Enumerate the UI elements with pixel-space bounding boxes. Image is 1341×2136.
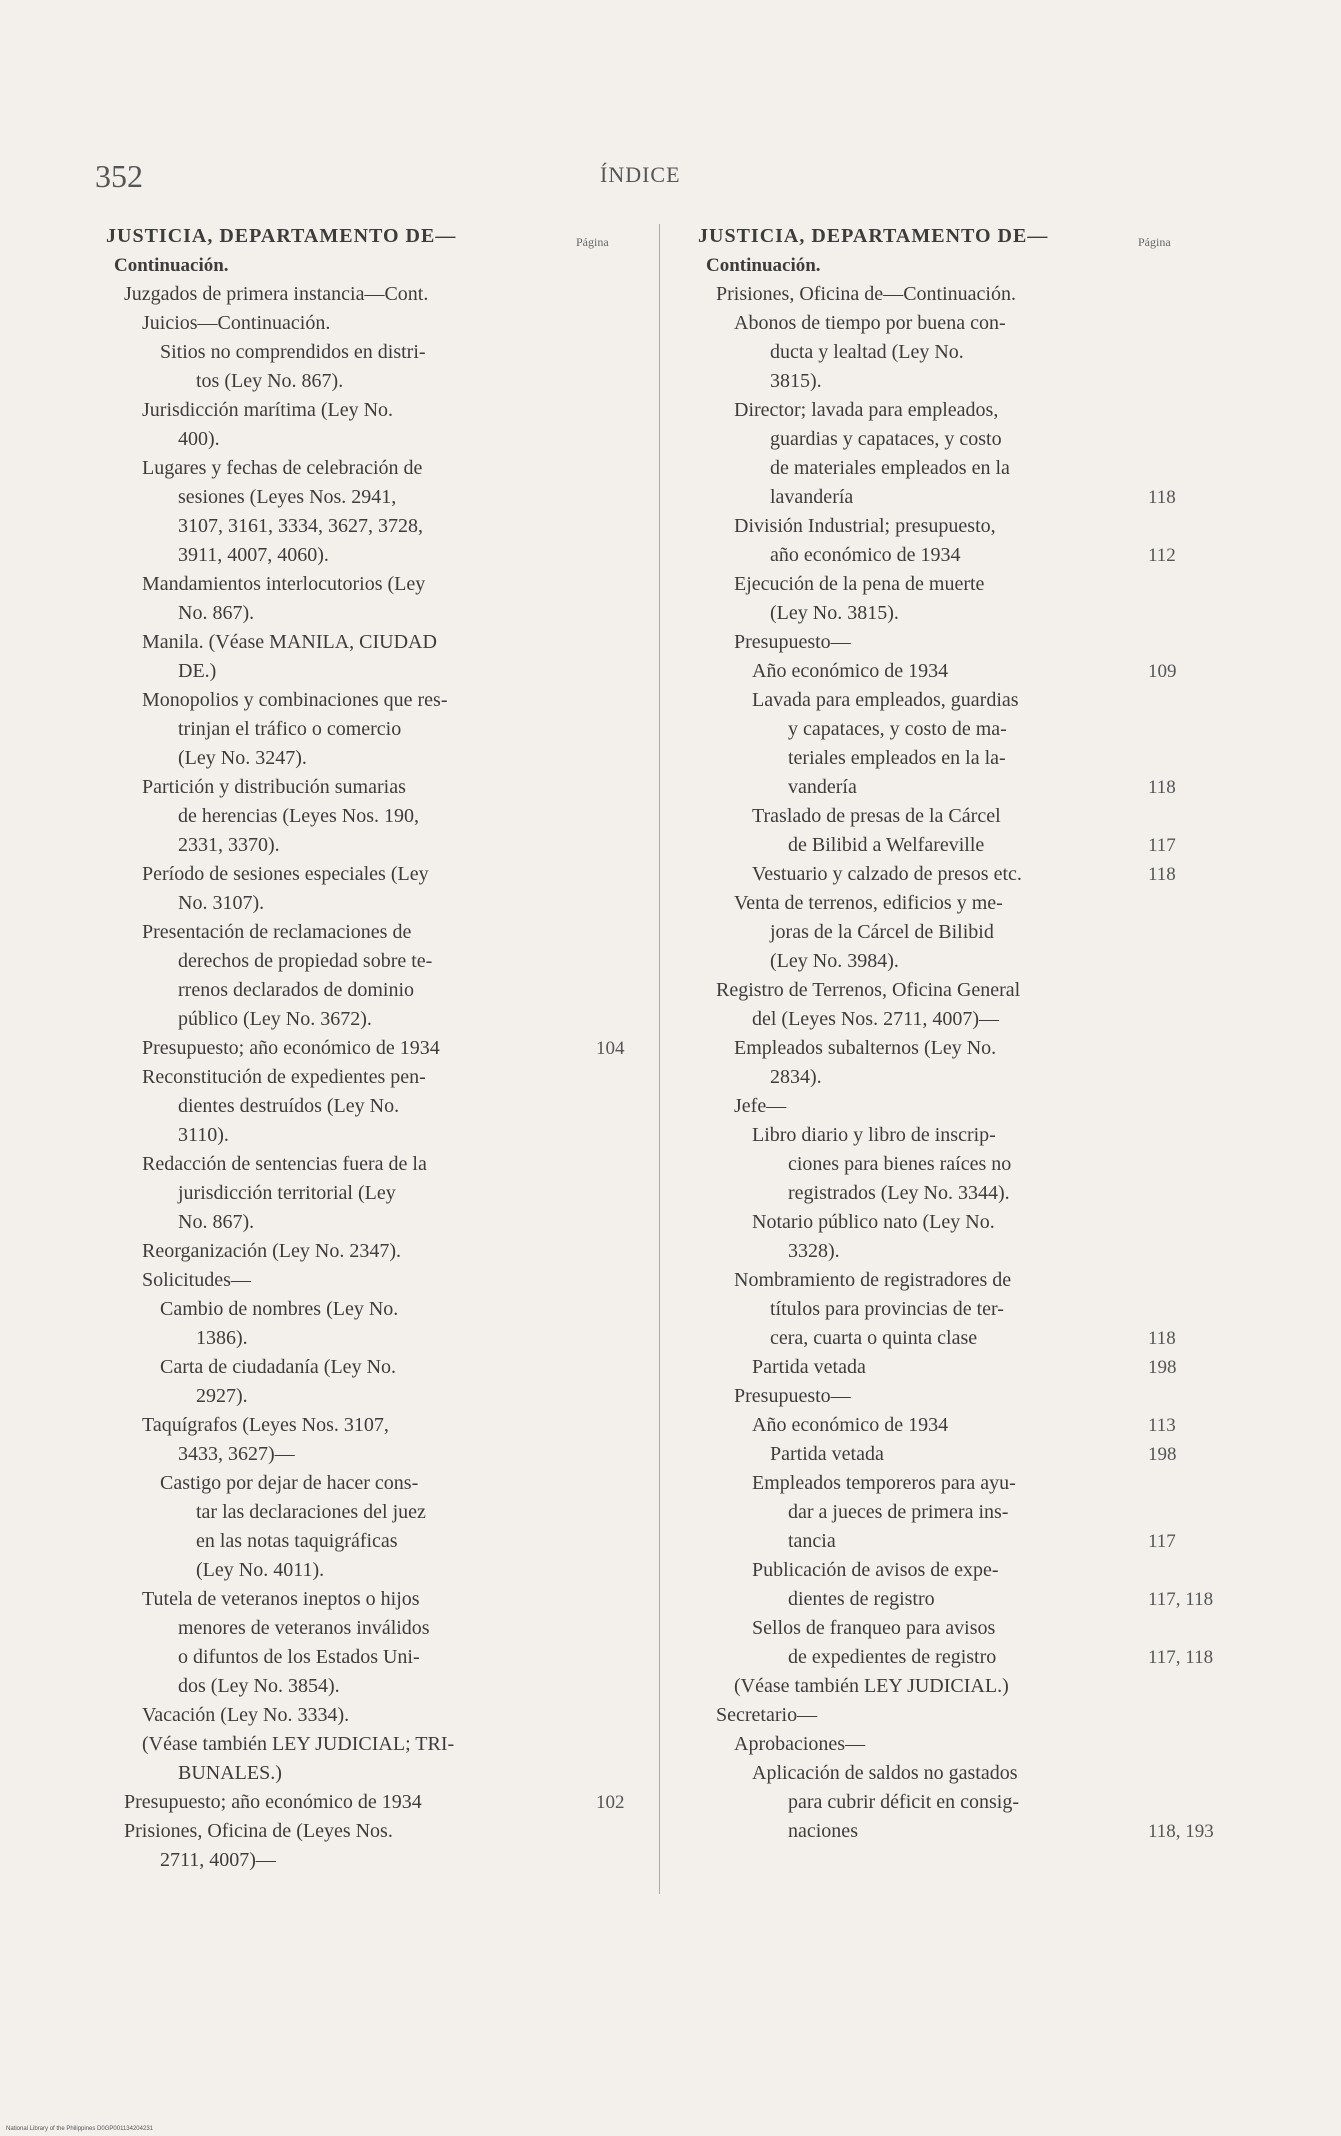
entry-line: Prisiones, Oficina de (Leyes Nos. [124, 1820, 393, 1842]
entry-line: Presupuesto— [734, 1385, 851, 1407]
right-column [698, 222, 1214, 1846]
entry-line: de materiales empleados en la [770, 457, 1010, 479]
index-entry [106, 1237, 620, 1266]
entry-line: jurisdicción territorial (Ley [178, 1182, 396, 1204]
index-entry [698, 889, 1200, 976]
entry-line: 3815). [770, 370, 822, 392]
entry-line: Tutela de veteranos ineptos o hijos [142, 1588, 420, 1610]
pagina-label: Página [576, 235, 609, 249]
index-entry [698, 1469, 1200, 1556]
entry-line: de herencias (Leyes Nos. 190, [178, 805, 420, 827]
entry-line: del (Leyes Nos. 2711, 4007)— [752, 1008, 999, 1030]
index-entry [698, 1034, 1200, 1092]
entry-line: Prisiones, Oficina de—Continuación. [716, 283, 1016, 305]
page-reference: 118 [1148, 777, 1176, 798]
entry-line: 3110). [178, 1124, 229, 1146]
entry-line: Sitios no comprendidos en distri- [160, 341, 426, 363]
entry-line: Nombramiento de registradores de [734, 1269, 1012, 1291]
index-entry [698, 1730, 1200, 1759]
entry-line: Aplicación de saldos no gastados [752, 1762, 1018, 1784]
index-entry [698, 1672, 1200, 1701]
entry-line: (Ley No. 4011). [196, 1559, 325, 1581]
entry-line: División Industrial; presupuesto, [734, 515, 996, 537]
page-reference: 198 [1148, 1444, 1177, 1465]
entry-line: derechos de propiedad sobre te- [178, 950, 433, 972]
entry-line: Juzgados de primera instancia—Cont. [124, 283, 429, 305]
page-reference: 102 [596, 1792, 625, 1813]
index-entry [106, 628, 620, 686]
entry-line: Redacción de sentencias fuera de la [142, 1153, 427, 1175]
entry-line: Empleados temporeros para ayu- [752, 1472, 1016, 1494]
entry-line: Ejecución de la pena de muerte [734, 573, 985, 595]
index-entry [698, 280, 1200, 309]
left-column [106, 222, 625, 1875]
index-entry [698, 1208, 1200, 1266]
entry-line: de Bilibid a Welfareville [788, 834, 985, 856]
entry-line: Jurisdicción marítima (Ley No. [142, 399, 394, 421]
entry-line: Solicitudes— [142, 1269, 251, 1291]
index-entry [106, 1817, 620, 1875]
index-entry [698, 628, 1200, 657]
entry-line: vandería [788, 776, 857, 798]
index-entry [698, 1411, 1200, 1440]
page-reference: 118 [1148, 864, 1176, 885]
page-reference: 113 [1148, 1415, 1176, 1436]
index-entry [698, 802, 1200, 860]
entry-line: en las notas taquigráficas [196, 1530, 398, 1552]
page-reference: 109 [1148, 661, 1177, 682]
index-entry [106, 1411, 620, 1469]
entry-line: (Ley No. 3247). [178, 747, 307, 769]
entry-line: Registro de Terrenos, Oficina General [716, 979, 1021, 1001]
entry-line: Presupuesto; año económico de 1934 [142, 1037, 440, 1059]
entry-line: Partida vetada [752, 1356, 866, 1378]
entry-line: registrados (Ley No. 3344). [788, 1182, 1010, 1204]
entry-line: cera, cuarta o quinta clase [770, 1327, 978, 1349]
index-entry [106, 1701, 620, 1730]
index-entry [106, 1585, 620, 1701]
index-entry [698, 1440, 1200, 1469]
entry-line: tar las declaraciones del juez [196, 1501, 426, 1523]
index-entry [698, 1092, 1200, 1121]
entry-line: Reorganización (Ley No. 2347). [142, 1240, 401, 1262]
index-entry [698, 976, 1200, 1034]
entry-line: Aprobaciones— [734, 1733, 866, 1755]
entry-line: Lugares y fechas de celebración de [142, 457, 423, 479]
entry-line: para cubrir déficit en consig- [788, 1791, 1020, 1813]
column-heading [106, 222, 620, 251]
index-entry [698, 1759, 1214, 1846]
index-entry [698, 570, 1200, 628]
index-entry [106, 309, 620, 338]
entry-line: Abonos de tiempo por buena con- [734, 312, 1006, 334]
heading-text: JUSTICIA, DEPARTAMENTO DE— [698, 225, 1049, 247]
entry-line: y capataces, y costo de ma- [788, 718, 1007, 740]
index-entry [106, 1266, 620, 1295]
page-reference: 118 [1148, 487, 1176, 508]
continuation-note [698, 251, 1200, 280]
entry-line: Secretario— [716, 1704, 818, 1726]
page-reference: 112 [1148, 545, 1176, 566]
entry-line: Presupuesto; año económico de 1934 [124, 1791, 422, 1813]
entry-line: dientes de registro [788, 1588, 935, 1610]
entry-line: público (Ley No. 3672). [178, 1008, 372, 1030]
entry-line: joras de la Cárcel de Bilibid [770, 921, 994, 943]
page-reference: 118, 193 [1148, 1821, 1214, 1842]
column-heading [698, 222, 1200, 251]
heading-text: JUSTICIA, DEPARTAMENTO DE— [106, 225, 457, 247]
entry-line: Venta de terrenos, edificios y me- [734, 892, 1003, 914]
entry-line: Año económico de 1934 [752, 660, 949, 682]
entry-line: Reconstitución de expedientes pen- [142, 1066, 426, 1088]
entry-line: 1386). [196, 1327, 248, 1349]
index-entry [698, 1614, 1214, 1672]
entry-line: Monopolios y combinaciones que res- [142, 689, 448, 711]
entry-line: Libro diario y libro de inscrip- [752, 1124, 996, 1146]
entry-line: Presentación de reclamaciones de [142, 921, 412, 943]
index-entry [698, 686, 1200, 802]
entry-line: Partición y distribución sumarias [142, 776, 406, 798]
running-head: ÍNDICE [600, 162, 681, 187]
entry-line: Vestuario y calzado de presos etc. [752, 863, 1022, 885]
entry-line: Director; lavada para empleados, [734, 399, 999, 421]
page-reference: 104 [596, 1038, 625, 1059]
index-entry [698, 1382, 1200, 1411]
index-entry [698, 1701, 1200, 1730]
index-entry [698, 860, 1200, 889]
entry-line: Juicios—Continuación. [142, 312, 331, 334]
entry-line: Publicación de avisos de expe- [752, 1559, 999, 1581]
index-entry [106, 918, 620, 1034]
entry-line: 2331, 3370). [178, 834, 280, 856]
entry-line: Año económico de 1934 [752, 1414, 949, 1436]
entry-line: 2834). [770, 1066, 822, 1088]
page-reference: 117, 118 [1148, 1589, 1214, 1610]
entry-line: Jefe— [734, 1095, 787, 1117]
entry-line: Partida vetada [770, 1443, 884, 1465]
entry-line: Vacación (Ley No. 3334). [142, 1704, 350, 1726]
entry-line: No. 867). [178, 602, 255, 624]
index-entry [106, 396, 620, 454]
entry-line: Taquígrafos (Leyes Nos. 3107, [142, 1414, 389, 1436]
entry-line: teriales empleados en la la- [788, 747, 1006, 769]
index-entry [106, 338, 620, 396]
entry-line: dos (Ley No. 3854). [178, 1675, 340, 1697]
entry-line: Carta de ciudadanía (Ley No. [160, 1356, 397, 1378]
index-entry [106, 454, 620, 570]
index-entry [698, 512, 1200, 570]
entry-line: Lavada para empleados, guardias [752, 689, 1019, 711]
pagina-label: Página [1138, 235, 1171, 249]
page-reference: 117 [1148, 835, 1176, 856]
entry-line: 3107, 3161, 3334, 3627, 3728, [178, 515, 423, 537]
entry-line: guardias y capataces, y costo [770, 428, 1002, 450]
index-entry [106, 1788, 625, 1817]
entry-line: año económico de 1934 [770, 544, 961, 566]
index-entry [698, 1353, 1200, 1382]
index-entry [106, 1469, 620, 1585]
continuation-text: Continuación. [114, 255, 229, 276]
entry-line: (Ley No. 3984). [770, 950, 899, 972]
entry-line: No. 867). [178, 1211, 255, 1233]
entry-line: o difuntos de los Estados Uni- [178, 1646, 420, 1668]
index-entry [698, 1266, 1200, 1353]
entry-line: menores de veteranos inválidos [178, 1617, 430, 1639]
entry-line: Período de sesiones especiales (Ley [142, 863, 429, 885]
entry-line: 3328). [788, 1240, 840, 1262]
entry-line: Manila. (Véase MANILA, CIUDAD [142, 631, 437, 653]
entry-line: dar a jueces de primera ins- [788, 1501, 1009, 1523]
entry-line: DE.) [178, 660, 217, 682]
index-entry [106, 570, 620, 628]
entry-line: No. 3107). [178, 892, 265, 914]
entry-line: (Véase también LEY JUDICIAL; TRI- [142, 1733, 455, 1755]
entry-line: 2927). [196, 1385, 248, 1407]
entry-line: Cambio de nombres (Ley No. [160, 1298, 399, 1320]
entry-line: dientes destruídos (Ley No. [178, 1095, 400, 1117]
index-entry [106, 860, 620, 918]
column-divider [659, 224, 660, 1894]
entry-line: de expedientes de registro [788, 1646, 997, 1668]
entry-line: (Ley No. 3815). [770, 602, 899, 624]
index-entry [106, 1295, 620, 1353]
entry-line: 3911, 4007, 4060). [178, 544, 329, 566]
index-entry [698, 1121, 1200, 1208]
index-entry [698, 309, 1200, 396]
page-reference: 117, 118 [1148, 1647, 1214, 1668]
index-entry [106, 1063, 620, 1150]
entry-line: tos (Ley No. 867). [196, 370, 344, 392]
entry-line: 3433, 3627)— [178, 1443, 295, 1465]
entry-line: naciones [788, 1820, 858, 1842]
entry-line: tancia [788, 1530, 836, 1552]
entry-line: 400). [178, 428, 220, 450]
continuation-text: Continuación. [706, 255, 821, 276]
entry-line: ducta y lealtad (Ley No. [770, 341, 964, 363]
entry-line: Traslado de presas de la Cárcel [752, 805, 1001, 827]
index-entry [106, 1150, 620, 1237]
index-entry [698, 657, 1200, 686]
index-entry [106, 1034, 625, 1063]
continuation-note [106, 251, 620, 280]
entry-line: Presupuesto— [734, 631, 851, 653]
entry-line: trinjan el tráfico o comercio [178, 718, 402, 740]
footer-credit: National Library of the Philippines D0GP001134204231 [6, 2126, 153, 2132]
entry-line: lavandería [770, 486, 854, 508]
page-reference: 117 [1148, 1531, 1176, 1552]
entry-line: BUNALES.) [178, 1762, 282, 1784]
index-entry [106, 773, 620, 860]
page-number: 352 [95, 158, 143, 194]
entry-line: Notario público nato (Ley No. [752, 1211, 995, 1233]
entry-line: rrenos declarados de dominio [178, 979, 415, 1001]
entry-line: ciones para bienes raíces no [788, 1153, 1012, 1175]
index-entry [106, 1353, 620, 1411]
index-entry [106, 1730, 620, 1788]
entry-line: Sellos de franqueo para avisos [752, 1617, 996, 1639]
entry-line: Empleados subalternos (Ley No. [734, 1037, 997, 1059]
index-entry [698, 1556, 1214, 1614]
entry-line: sesiones (Leyes Nos. 2941, [178, 486, 397, 508]
index-entry [106, 686, 620, 773]
entry-line: 2711, 4007)— [160, 1849, 276, 1871]
index-entry [698, 396, 1200, 512]
entry-line: títulos para provincias de ter- [770, 1298, 1004, 1320]
page-reference: 198 [1148, 1357, 1177, 1378]
entry-line: (Véase también LEY JUDICIAL.) [734, 1675, 1009, 1697]
index-entry [106, 280, 620, 309]
entry-line: Castigo por dejar de hacer cons- [160, 1472, 419, 1494]
page-reference: 118 [1148, 1328, 1176, 1349]
entry-line: Mandamientos interlocutorios (Ley [142, 573, 426, 595]
